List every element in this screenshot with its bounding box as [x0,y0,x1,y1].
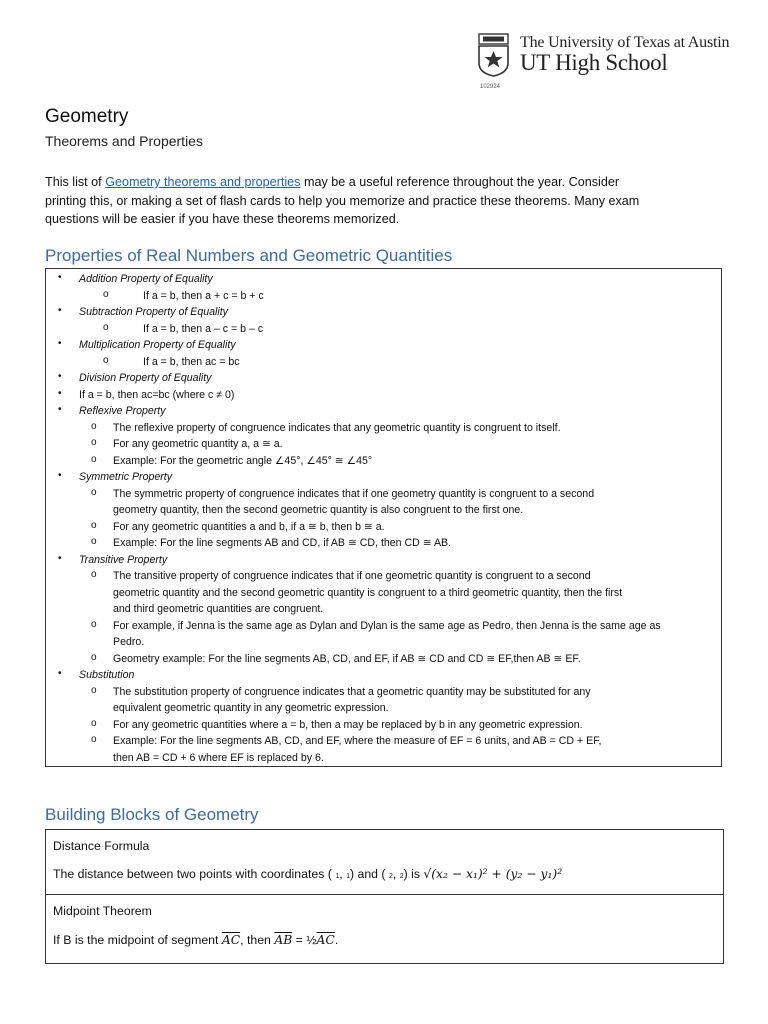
properties-box [45,268,722,767]
midpoint-theorem-title: Midpoint Theorem [53,904,152,918]
property-line: The symmetric property of congruence indicates that if one geometry quantity is congruent to a second [113,487,595,500]
midpoint-text: If B is the midpoint of segment [53,933,222,947]
equals: = [292,933,307,947]
distance-text: ) and ( [349,867,386,881]
divider [46,894,723,895]
page-title: Geometry [45,106,129,127]
property-line: If a = b, then ac=bc (where c ≠ 0) [79,388,235,401]
intro-text: questions will be easier if you have these theorems memorized. [45,212,400,227]
sub-bullet-icon: o [91,536,97,547]
property-line: Pedro. [113,636,145,648]
subscript: 2 [399,873,404,880]
university-name: The University of Texas at Austin [520,34,730,51]
midpoint-theorem-text [53,933,338,947]
property-line: equivalent geometric quantity in any geometric expression. [113,702,389,714]
property-line: Geometry example: For the line segments AB, CD, and EF, if AB ≅ CD and CD ≅ EF,then AB ≅ EF. [113,652,581,665]
comma: , [339,867,343,881]
segment-ac: $\overline{AC}$ [316,933,335,947]
property-line: Multiplication Property of Equality [79,339,236,351]
subscript: 1 [335,873,340,880]
ut-seal-icon [478,33,509,77]
bullet-icon: • [58,371,62,382]
sub-bullet-icon: o [91,569,97,580]
sub-bullet-icon: o [91,734,97,745]
segment-ac: $\overline{AC}$ [221,933,241,947]
midpoint-text: , then [240,933,275,947]
property-line: Subtraction Property of Equality [79,306,228,318]
property-line: then AB = CD + 6 where EF is replaced by 6. [113,751,324,764]
property-line: The transitive property of congruence indicates that if one geometric quantity is congruent to a second [113,570,591,582]
property-line: Example: For the line segments AB and CD, if AB ≅ CD, then CD ≅ AB. [113,537,452,549]
ut-logo-block [478,32,740,94]
property-line: For any geometric quantity a, a ≅ a. [113,438,283,450]
sub-bullet-icon: o [91,519,97,531]
property-line: For example, if Jenna is the same age as Dylan and Dylan is the same age as Pedro, then Jenna is the same age as [113,619,661,632]
bullet-icon: • [58,305,62,316]
distance-formula-text [53,867,562,881]
period: . [334,933,339,947]
intro-text: printing this, or making a set of flash cards to help you memorize and practice these theorems. Many exam [45,193,640,208]
property-line: The substitution property of congruence indicates that a geometric quantity may be substituted for any [113,685,591,698]
sub-bullet-icon: o [103,288,109,300]
property-line: Example: For the geometric angle ∠45°, ∠45° ≅ ∠45° [113,454,373,467]
bullet-icon: • [58,404,62,415]
distance-formula: √(x₂ − x₁)² + (y₂ − y₁)² [423,867,563,881]
page-subtitle: Theorems and Properties [45,133,203,149]
theorems-link[interactable]: Geometry theorems and properties [105,175,301,189]
bullet-icon: • [58,552,62,564]
school-name: UT High School [520,50,668,75]
property-line: If a = b, then ac = bc [143,355,240,368]
distance-formula-title: Distance Formula [53,839,150,853]
sub-bullet-icon: o [91,684,97,696]
property-line: For any geometric quantities where a = b, then a may be replaced by b in any geometric expression. [113,718,583,731]
property-line: Reflexive Property [79,405,166,417]
property-line: Addition Property of Equality [79,273,213,285]
building-blocks-box [45,829,724,964]
bullet-icon: • [58,668,62,679]
property-line: and third geometric quantities are congruent. [113,603,324,615]
property-line: The reflexive property of congruence indicates that any geometric quantity is congruent to itself. [113,421,561,434]
one-half: ½ [306,933,317,947]
property-line: If a = b, then a – c = b – c [143,322,264,335]
property-line: For any geometric quantities a and b, if a ≅ b, then b ≅ a. [113,520,385,533]
sub-bullet-icon: o [91,486,97,498]
property-line: Division Property of Equality [79,372,212,384]
intro-paragraph [45,173,725,229]
intro-text: This list of [45,175,106,189]
sub-bullet-icon: o [91,618,97,630]
distance-text: ) is [403,867,424,881]
sub-bullet-icon: o [91,437,97,448]
section-heading-properties: Properties of Real Numbers and Geometric Quantities [45,246,453,265]
sub-bullet-icon: o [91,651,97,663]
subscript: 2 [388,873,393,880]
section-heading-building-blocks: Building Blocks of Geometry [45,805,259,824]
property-line: Substitution [79,669,135,681]
bullet-icon: • [58,387,62,399]
property-line: geometric quantity and the second geometric quantity is congruent to a third geometric quantity, then the first [113,586,623,599]
comma: , [392,867,397,881]
document-number: 102924 [480,84,501,90]
bullet-icon: • [58,470,62,481]
bullet-icon: • [58,338,62,349]
sub-bullet-icon: o [91,420,97,432]
property-line: Symmetric Property [79,471,173,483]
property-line: Transitive Property [79,553,168,566]
intro-text: may be a useful reference throughout the year. Consider [300,175,620,189]
sub-bullet-icon: o [103,354,109,366]
subscript: 1 [346,873,350,880]
distance-text: The distance between two points with coordinates ( [53,867,332,881]
sub-bullet-icon: o [91,717,97,729]
property-line: If a = b, then a + c = b + c [143,289,264,302]
sub-bullet-icon: o [103,321,109,333]
segment-ab: $\overline{AB}$ [274,933,293,947]
sub-bullet-icon: o [91,453,97,465]
property-line: geometry quantity, then the second geometric quantity is also congruent to the first one. [113,504,524,516]
bullet-icon: • [58,272,62,283]
property-line: Example: For the line segments AB, CD, and EF, where the measure of EF = 6 units, and AB = CD + EF, [113,735,602,747]
